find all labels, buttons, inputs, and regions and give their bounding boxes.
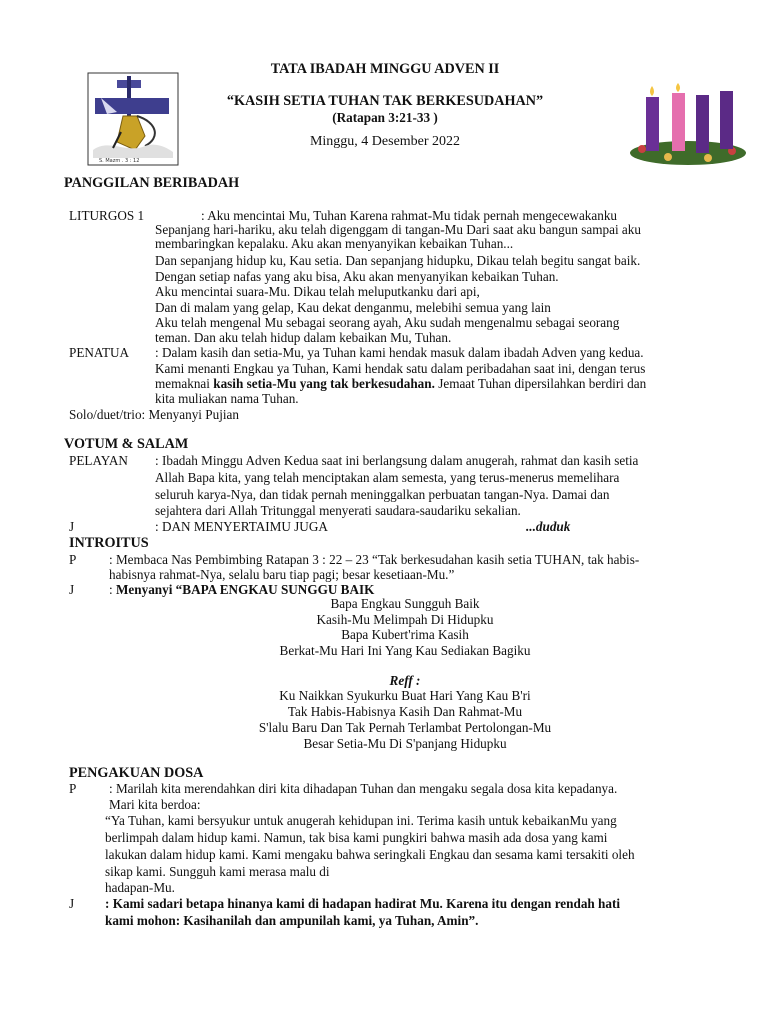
song-line: Berkat-Mu Hari Ini Yang Kau Sediakan Bagiku bbox=[279, 643, 531, 658]
liturgos-line: Sepanjang hari-hariku, aku telah digenggam di tangan-Mu Dari saat aku bangun sampai aku bbox=[155, 222, 641, 237]
prayer-line: hadapan-Mu. bbox=[105, 880, 175, 895]
liturgos-label: LITURGOS 1 bbox=[69, 208, 145, 223]
pelayan-line: Allah Bapa kita, yang telah menciptakan alam semesta, yang terus-menerus memelihara bbox=[155, 470, 620, 485]
jemaat-confession: : Kami sadari betapa hinanya kami di hadapan hadirat Mu. Karena itu dengan rendah hati bbox=[105, 896, 621, 911]
introitus-reading: habisnya rahmat-Nya, selalu baru tiap pagi; besar kesetiaan-Mu.” bbox=[109, 567, 455, 582]
jemaat-label: J bbox=[69, 896, 75, 911]
document-title: TATA IBADAH MINGGU ADVEN II bbox=[270, 61, 500, 77]
penatua-line: kita muliakan nama Tuhan. bbox=[155, 391, 299, 406]
pemimpin-label: P bbox=[69, 552, 77, 567]
solo-instruction: Solo/duet/trio: Menyanyi Pujian bbox=[69, 407, 239, 422]
reff-line: Ku Naikkan Syukurku Buat Hari Yang Kau B'ri bbox=[279, 688, 531, 703]
liturgos-line: Dan di malam yang gelap, Kau dekat denganmu, melebihi semua yang lain bbox=[155, 300, 551, 315]
confession-invitation: : Marilah kita merendahkan diri kita dihadapan Tuhan dan mengaku segala dosa kita kepadanya. bbox=[109, 781, 618, 796]
jemaat-label: J bbox=[69, 582, 75, 597]
penatua-line: memaknai kasih setia-Mu yang tak berkesudahan. Jemaat Tuhan dipersilahkan berdiri dan bbox=[155, 376, 647, 391]
prayer-line: “Ya Tuhan, kami bersyukur untuk anugerah kehidupan ini. Terima kasih untuk kebaikanMu yang bbox=[105, 813, 617, 828]
section-panggilan-heading: PANGGILAN BERIBADAH bbox=[64, 175, 240, 191]
jemaat-label: J bbox=[69, 519, 75, 534]
penatua-line: Kami menanti Engkau ya Tuhan, Kami hendak satu dalam peribadahan saat ini, dengan terus bbox=[155, 361, 646, 376]
jemaat-response: : DAN MENYERTAIMU JUGA bbox=[155, 519, 328, 534]
prayer-line: sikap kami. Sungguh kami merasa malu di bbox=[105, 864, 330, 879]
song-line: Bapa Kubert'rima Kasih bbox=[341, 627, 469, 642]
reff-line: Besar Setia-Mu Di S'panjang Hidupku bbox=[303, 736, 507, 751]
liturgos-line: : Aku mencintai Mu, Tuhan Karena rahmat-Mu tidak pernah mengecewakanku bbox=[201, 208, 618, 223]
prayer-line: berlimpah dalam hidup kami. Namun, tak bisa kami pungkiri bahwa masih ada dosa yang kami bbox=[105, 830, 608, 845]
section-votum-heading: VOTUM & SALAM bbox=[64, 436, 189, 452]
jemaat-confession: kami mohon: Kasihanilah dan ampunilah kami, ya Tuhan, Amin”. bbox=[105, 913, 479, 928]
section-introitus-heading: INTROITUS bbox=[69, 535, 149, 551]
song-line: Bapa Engkau Sungguh Baik bbox=[330, 596, 480, 611]
song-instruction: : Menyanyi “BAPA ENGKAU SUNGGU BAIK bbox=[109, 582, 375, 597]
reff-label: Reff : bbox=[389, 673, 421, 688]
svg-text:S. Mazm . 3 : 12: S. Mazm . 3 : 12 bbox=[99, 158, 140, 164]
service-date: Minggu, 4 Desember 2022 bbox=[309, 134, 461, 149]
prayer-line: lakukan dalam hidup kami. Kami mengaku bahwa seringkali Engkau dan sesama kami tersakiti oleh bbox=[105, 847, 635, 862]
advent-candles-image bbox=[628, 83, 748, 165]
section-pengakuan-heading: PENGAKUAN DOSA bbox=[69, 765, 204, 781]
liturgos-line: Dengan setiap nafas yang aku bisa, Aku akan menyanyikan kebaikan Tuhan. bbox=[155, 269, 559, 284]
scripture-reference: (Ratapan 3:21-33 ) bbox=[332, 110, 438, 125]
liturgos-line: membaringkan kepalaku. Aku akan menyanyikan kebaikan Tuhan... bbox=[155, 236, 514, 251]
church-logo bbox=[87, 72, 179, 166]
pelayan-label: PELAYAN bbox=[69, 453, 128, 468]
pelayan-line: sejahtera dari Allah Tritunggal menyerati saudara-saudariku sekalian. bbox=[155, 503, 521, 518]
liturgos-line: Aku mencintai suara-Mu. Dikau telah meluputkanku dari api, bbox=[155, 284, 480, 299]
penatua-line: : Dalam kasih dan setia-Mu, ya Tuhan kami hendak masuk dalam ibadah Adven yang kedua. bbox=[155, 345, 644, 360]
reff-line: S'lalu Baru Dan Tak Pernah Terlambat Pertolongan-Mu bbox=[258, 720, 552, 735]
song-line: Kasih-Mu Melimpah Di Hidupku bbox=[316, 612, 494, 627]
posture-note: ...duduk bbox=[526, 519, 571, 534]
reff-line: Tak Habis-Habisnya Kasih Dan Rahmat-Mu bbox=[287, 704, 523, 719]
pelayan-line: seluruh karya-Nya, dan tidak pernah meninggalkan perbuatan tangan-Nya. Damai dan bbox=[155, 487, 610, 502]
liturgos-line: teman. Dan aku telah hidup dalam kebaikan Mu, Tuhan. bbox=[155, 330, 452, 345]
theme-title: “KASIH SETIA TUHAN TAK BERKESUDAHAN” bbox=[226, 93, 544, 109]
pemimpin-label: P bbox=[69, 781, 77, 796]
confession-invitation: Mari kita berdoa: bbox=[109, 797, 201, 812]
liturgos-line: Aku telah mengenal Mu sebagai seorang ayah, Aku sudah mengenalmu sebagai seorang bbox=[155, 315, 620, 330]
pelayan-line: : Ibadah Minggu Adven Kedua saat ini berlangsung dalam anugerah, rahmat dan kasih setia bbox=[155, 453, 639, 468]
penatua-label: PENATUA bbox=[69, 345, 130, 360]
liturgos-line: Dan sepanjang hidup ku, Kau setia. Dan sepanjang hidupku, Dikau telah begitu sangat baik. bbox=[155, 253, 641, 268]
introitus-reading: : Membaca Nas Pembimbing Ratapan 3 : 22 – 23 “Tak berkesudahan kasih setia TUHAN, tak habis- bbox=[109, 552, 640, 567]
